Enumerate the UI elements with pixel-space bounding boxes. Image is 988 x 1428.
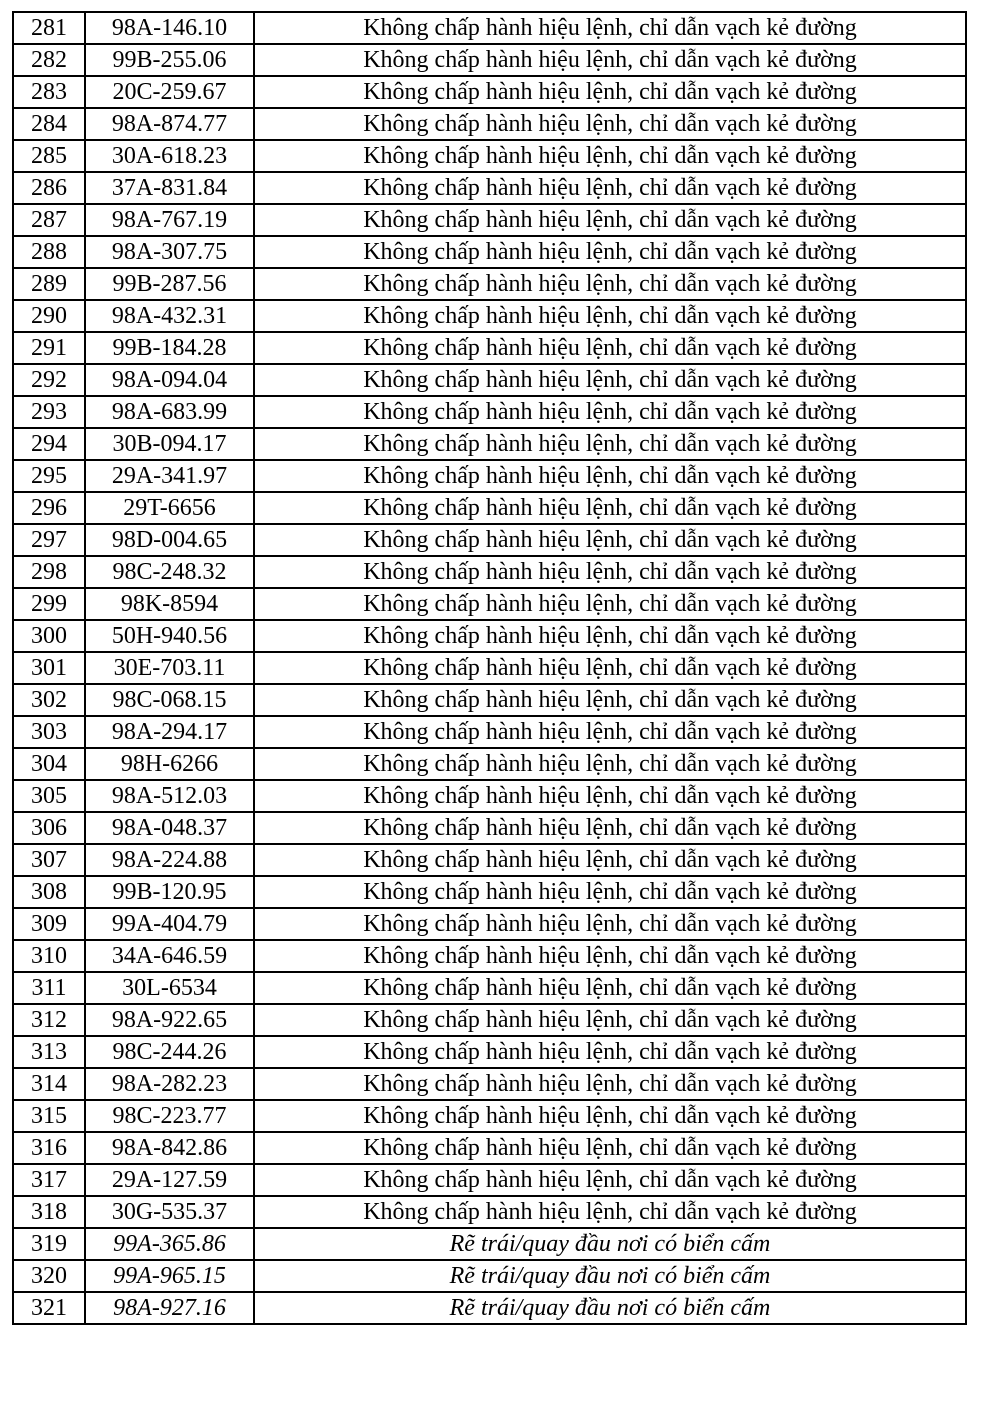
violation-cell: Không chấp hành hiệu lệnh, chỉ dẫn vạch kẻ đường — [254, 1164, 966, 1196]
license-plate-cell: 98C-223.77 — [85, 1100, 254, 1132]
license-plate-cell: 99A-404.79 — [85, 908, 254, 940]
violation-cell: Không chấp hành hiệu lệnh, chỉ dẫn vạch kẻ đường — [254, 204, 966, 236]
license-plate-cell: 99A-365.86 — [85, 1228, 254, 1260]
violation-cell: Rẽ trái/quay đầu nơi có biển cấm — [254, 1292, 966, 1324]
violation-cell: Không chấp hành hiệu lệnh, chỉ dẫn vạch kẻ đường — [254, 172, 966, 204]
violation-cell: Không chấp hành hiệu lệnh, chỉ dẫn vạch kẻ đường — [254, 652, 966, 684]
table-row — [13, 1292, 966, 1324]
violation-cell: Không chấp hành hiệu lệnh, chỉ dẫn vạch kẻ đường — [254, 236, 966, 268]
license-plate-cell: 99B-184.28 — [85, 332, 254, 364]
row-number-cell: 290 — [13, 300, 85, 332]
table-row — [13, 300, 966, 332]
violation-cell: Không chấp hành hiệu lệnh, chỉ dẫn vạch kẻ đường — [254, 1196, 966, 1228]
license-plate-cell: 98C-244.26 — [85, 1036, 254, 1068]
row-number-cell: 316 — [13, 1132, 85, 1164]
table-row — [13, 1132, 966, 1164]
row-number-cell: 295 — [13, 460, 85, 492]
license-plate-cell: 50H-940.56 — [85, 620, 254, 652]
license-plate-cell: 20C-259.67 — [85, 76, 254, 108]
violation-cell: Không chấp hành hiệu lệnh, chỉ dẫn vạch kẻ đường — [254, 332, 966, 364]
row-number-cell: 314 — [13, 1068, 85, 1100]
row-number-cell: 311 — [13, 972, 85, 1004]
violation-cell: Không chấp hành hiệu lệnh, chỉ dẫn vạch kẻ đường — [254, 140, 966, 172]
table-row — [13, 588, 966, 620]
table-row — [13, 620, 966, 652]
row-number-cell: 318 — [13, 1196, 85, 1228]
row-number-cell: 296 — [13, 492, 85, 524]
row-number-cell: 320 — [13, 1260, 85, 1292]
license-plate-cell: 98A-432.31 — [85, 300, 254, 332]
violation-cell: Không chấp hành hiệu lệnh, chỉ dẫn vạch kẻ đường — [254, 1100, 966, 1132]
row-number-cell: 310 — [13, 940, 85, 972]
violation-cell: Không chấp hành hiệu lệnh, chỉ dẫn vạch kẻ đường — [254, 108, 966, 140]
license-plate-cell: 30E-703.11 — [85, 652, 254, 684]
table-row — [13, 1036, 966, 1068]
row-number-cell: 287 — [13, 204, 85, 236]
violation-cell: Không chấp hành hiệu lệnh, chỉ dẫn vạch kẻ đường — [254, 268, 966, 300]
license-plate-cell: 98A-146.10 — [85, 12, 254, 44]
violation-cell: Không chấp hành hiệu lệnh, chỉ dẫn vạch kẻ đường — [254, 396, 966, 428]
table-row — [13, 1196, 966, 1228]
table-row — [13, 684, 966, 716]
license-plate-cell: 30B-094.17 — [85, 428, 254, 460]
license-plate-cell: 99A-965.15 — [85, 1260, 254, 1292]
row-number-cell: 305 — [13, 780, 85, 812]
row-number-cell: 291 — [13, 332, 85, 364]
row-number-cell: 281 — [13, 12, 85, 44]
table-row — [13, 364, 966, 396]
violation-cell: Không chấp hành hiệu lệnh, chỉ dẫn vạch kẻ đường — [254, 812, 966, 844]
row-number-cell: 321 — [13, 1292, 85, 1324]
license-plate-cell: 99B-287.56 — [85, 268, 254, 300]
table-row — [13, 204, 966, 236]
table-row — [13, 524, 966, 556]
violation-cell: Không chấp hành hiệu lệnh, chỉ dẫn vạch kẻ đường — [254, 876, 966, 908]
license-plate-cell: 30A-618.23 — [85, 140, 254, 172]
row-number-cell: 289 — [13, 268, 85, 300]
row-number-cell: 282 — [13, 44, 85, 76]
violations-table-body — [13, 12, 966, 1324]
table-row — [13, 76, 966, 108]
table-row — [13, 1228, 966, 1260]
license-plate-cell: 98A-294.17 — [85, 716, 254, 748]
row-number-cell: 285 — [13, 140, 85, 172]
license-plate-cell: 98C-068.15 — [85, 684, 254, 716]
license-plate-cell: 98A-683.99 — [85, 396, 254, 428]
violation-cell: Không chấp hành hiệu lệnh, chỉ dẫn vạch kẻ đường — [254, 620, 966, 652]
row-number-cell: 302 — [13, 684, 85, 716]
table-row — [13, 428, 966, 460]
violation-cell: Không chấp hành hiệu lệnh, chỉ dẫn vạch kẻ đường — [254, 588, 966, 620]
table-row — [13, 268, 966, 300]
row-number-cell: 283 — [13, 76, 85, 108]
violation-cell: Không chấp hành hiệu lệnh, chỉ dẫn vạch kẻ đường — [254, 780, 966, 812]
table-row — [13, 332, 966, 364]
table-row — [13, 12, 966, 44]
violation-cell: Không chấp hành hiệu lệnh, chỉ dẫn vạch kẻ đường — [254, 1132, 966, 1164]
license-plate-cell: 98A-224.88 — [85, 844, 254, 876]
row-number-cell: 288 — [13, 236, 85, 268]
row-number-cell: 284 — [13, 108, 85, 140]
table-row — [13, 716, 966, 748]
row-number-cell: 319 — [13, 1228, 85, 1260]
table-row — [13, 492, 966, 524]
row-number-cell: 300 — [13, 620, 85, 652]
table-row — [13, 1004, 966, 1036]
violation-cell: Không chấp hành hiệu lệnh, chỉ dẫn vạch kẻ đường — [254, 748, 966, 780]
license-plate-cell: 37A-831.84 — [85, 172, 254, 204]
table-row — [13, 396, 966, 428]
violation-cell: Không chấp hành hiệu lệnh, chỉ dẫn vạch kẻ đường — [254, 460, 966, 492]
license-plate-cell: 98A-512.03 — [85, 780, 254, 812]
violation-cell: Không chấp hành hiệu lệnh, chỉ dẫn vạch kẻ đường — [254, 940, 966, 972]
violation-cell: Không chấp hành hiệu lệnh, chỉ dẫn vạch kẻ đường — [254, 1004, 966, 1036]
row-number-cell: 307 — [13, 844, 85, 876]
license-plate-cell: 99B-255.06 — [85, 44, 254, 76]
table-row — [13, 780, 966, 812]
row-number-cell: 306 — [13, 812, 85, 844]
table-row — [13, 140, 966, 172]
violation-cell: Không chấp hành hiệu lệnh, chỉ dẫn vạch kẻ đường — [254, 12, 966, 44]
license-plate-cell: 98A-048.37 — [85, 812, 254, 844]
violation-cell: Không chấp hành hiệu lệnh, chỉ dẫn vạch kẻ đường — [254, 908, 966, 940]
table-row — [13, 1068, 966, 1100]
license-plate-cell: 98A-307.75 — [85, 236, 254, 268]
violation-cell: Không chấp hành hiệu lệnh, chỉ dẫn vạch kẻ đường — [254, 428, 966, 460]
table-row — [13, 940, 966, 972]
violation-cell: Không chấp hành hiệu lệnh, chỉ dẫn vạch kẻ đường — [254, 716, 966, 748]
row-number-cell: 315 — [13, 1100, 85, 1132]
row-number-cell: 303 — [13, 716, 85, 748]
table-row — [13, 652, 966, 684]
license-plate-cell: 98H-6266 — [85, 748, 254, 780]
row-number-cell: 301 — [13, 652, 85, 684]
violation-cell: Không chấp hành hiệu lệnh, chỉ dẫn vạch kẻ đường — [254, 1068, 966, 1100]
license-plate-cell: 29A-341.97 — [85, 460, 254, 492]
violation-cell: Không chấp hành hiệu lệnh, chỉ dẫn vạch kẻ đường — [254, 76, 966, 108]
table-row — [13, 844, 966, 876]
license-plate-cell: 98A-094.04 — [85, 364, 254, 396]
row-number-cell: 299 — [13, 588, 85, 620]
license-plate-cell: 30G-535.37 — [85, 1196, 254, 1228]
violation-cell: Không chấp hành hiệu lệnh, chỉ dẫn vạch kẻ đường — [254, 44, 966, 76]
violation-cell: Không chấp hành hiệu lệnh, chỉ dẫn vạch kẻ đường — [254, 556, 966, 588]
license-plate-cell: 29T-6656 — [85, 492, 254, 524]
table-row — [13, 1260, 966, 1292]
violation-cell: Không chấp hành hiệu lệnh, chỉ dẫn vạch kẻ đường — [254, 300, 966, 332]
violation-cell: Không chấp hành hiệu lệnh, chỉ dẫn vạch kẻ đường — [254, 364, 966, 396]
table-row — [13, 908, 966, 940]
license-plate-cell: 98C-248.32 — [85, 556, 254, 588]
license-plate-cell: 29A-127.59 — [85, 1164, 254, 1196]
violation-cell: Không chấp hành hiệu lệnh, chỉ dẫn vạch kẻ đường — [254, 1036, 966, 1068]
license-plate-cell: 34A-646.59 — [85, 940, 254, 972]
table-row — [13, 236, 966, 268]
row-number-cell: 292 — [13, 364, 85, 396]
license-plate-cell: 98A-842.86 — [85, 1132, 254, 1164]
license-plate-cell: 98A-874.77 — [85, 108, 254, 140]
row-number-cell: 298 — [13, 556, 85, 588]
table-row — [13, 108, 966, 140]
row-number-cell: 308 — [13, 876, 85, 908]
table-row — [13, 972, 966, 1004]
row-number-cell: 293 — [13, 396, 85, 428]
row-number-cell: 286 — [13, 172, 85, 204]
table-row — [13, 172, 966, 204]
violation-cell: Không chấp hành hiệu lệnh, chỉ dẫn vạch kẻ đường — [254, 492, 966, 524]
table-row — [13, 44, 966, 76]
row-number-cell: 312 — [13, 1004, 85, 1036]
table-row — [13, 748, 966, 780]
license-plate-cell: 98A-922.65 — [85, 1004, 254, 1036]
license-plate-cell: 99B-120.95 — [85, 876, 254, 908]
license-plate-cell: 98D-004.65 — [85, 524, 254, 556]
violations-table — [12, 11, 967, 1325]
table-row — [13, 460, 966, 492]
table-row — [13, 556, 966, 588]
violation-cell: Rẽ trái/quay đầu nơi có biển cấm — [254, 1260, 966, 1292]
violation-cell: Không chấp hành hiệu lệnh, chỉ dẫn vạch kẻ đường — [254, 684, 966, 716]
violation-cell: Rẽ trái/quay đầu nơi có biển cấm — [254, 1228, 966, 1260]
row-number-cell: 294 — [13, 428, 85, 460]
license-plate-cell: 98A-927.16 — [85, 1292, 254, 1324]
row-number-cell: 309 — [13, 908, 85, 940]
license-plate-cell: 98K-8594 — [85, 588, 254, 620]
table-row — [13, 876, 966, 908]
violation-cell: Không chấp hành hiệu lệnh, chỉ dẫn vạch kẻ đường — [254, 972, 966, 1004]
license-plate-cell: 30L-6534 — [85, 972, 254, 1004]
row-number-cell: 313 — [13, 1036, 85, 1068]
license-plate-cell: 98A-767.19 — [85, 204, 254, 236]
table-row — [13, 1100, 966, 1132]
violation-cell: Không chấp hành hiệu lệnh, chỉ dẫn vạch kẻ đường — [254, 524, 966, 556]
row-number-cell: 317 — [13, 1164, 85, 1196]
table-row — [13, 1164, 966, 1196]
row-number-cell: 297 — [13, 524, 85, 556]
row-number-cell: 304 — [13, 748, 85, 780]
license-plate-cell: 98A-282.23 — [85, 1068, 254, 1100]
table-row — [13, 812, 966, 844]
violation-cell: Không chấp hành hiệu lệnh, chỉ dẫn vạch kẻ đường — [254, 844, 966, 876]
